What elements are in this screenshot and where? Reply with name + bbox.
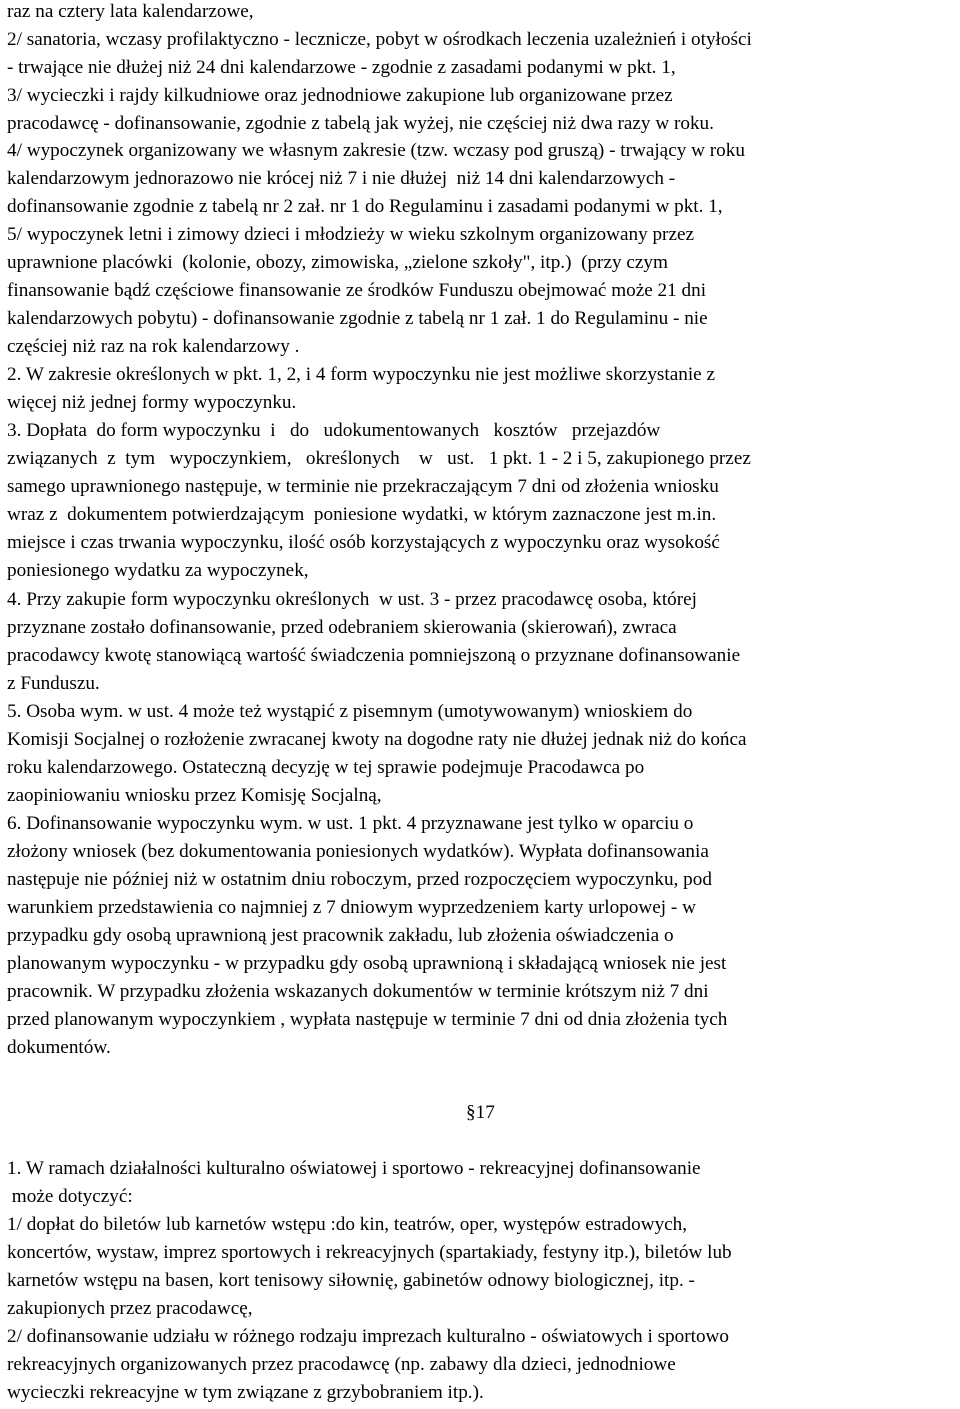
text-line: rekreacyjnych organizowanych przez pracodawcę (np. zabawy dla dzieci, jednodniowe	[7, 1354, 676, 1375]
text-line: miejsce i czas trwania wypoczynku, ilość osób korzystających z wypoczynku oraz wysokość	[7, 532, 720, 553]
text-line: - trwające nie dłużej niż 24 dni kalendarzowe - zgodnie z zasadami podanymi w pkt. 1,	[7, 57, 676, 78]
text-line: złożony wniosek (bez dokumentowania poniesionych wydatków). Wypłata dofinansowania	[7, 841, 709, 862]
text-line: 1/ dopłat do biletów lub karnetów wstępu :do kin, teatrów, oper, występów estradowych,	[7, 1214, 688, 1235]
text-line: finansowanie bądź częściowe finansowanie ze środków Funduszu obejmować może 21 dni	[7, 280, 707, 301]
text-line: 2/ sanatoria, wczasy profilaktyczno - lecznicze, pobyt w ośrodkach leczenia uzależnień i otyłości	[7, 29, 752, 50]
text-line: warunkiem przedstawienia co najmniej z 7 dniowym wyprzedzeniem karty urlopowej - w	[7, 897, 696, 918]
text-line: zaopiniowaniu wniosku przez Komisję Socjalną,	[7, 785, 382, 806]
text-line: wraz z dokumentem potwierdzającym poniesione wydatki, w którym zaznaczone jest m.in.	[7, 504, 717, 525]
text-line: 6. Dofinansowanie wypoczynku wym. w ust. 1 pkt. 4 przyznawane jest tylko w oparciu o	[7, 813, 694, 834]
text-line: 4/ wypoczynek organizowany we własnym zakresie (tzw. wczasy pod gruszą) - trwający w roku	[7, 140, 745, 161]
text-line: pracodawcy kwotę stanowiącą wartość świadczenia pomniejszoną o przyznane dofinansowanie	[7, 645, 741, 666]
text-line: 5. Osoba wym. w ust. 4 może też wystąpić z pisemnym (umotywowanym) wnioskiem do	[7, 701, 693, 722]
text-line: z Funduszu.	[7, 673, 100, 694]
text-line: dofinansowanie zgodnie z tabelą nr 2 zał. nr 1 do Regulaminu i zasadami podanymi w pkt. 1,	[7, 196, 723, 217]
text-line: 3/ wycieczki i rajdy kilkudniowe oraz jednodniowe zakupione lub organizowane przez	[7, 85, 673, 106]
text-line: przypadku gdy osobą uprawnioną jest pracownik zakładu, lub złożenia oświadczenia o	[7, 925, 674, 946]
text-line: pracownik. W przypadku złożenia wskazanych dokumentów w terminie krótszym niż 7 dni	[7, 981, 709, 1002]
text-line: przed planowanym wypoczynkiem , wypłata następuje w terminie 7 dni od dnia złożenia tych	[7, 1009, 728, 1030]
text-line: kalendarzowych pobytu) - dofinansowanie zgodnie z tabelą nr 1 zał. 1 do Regulaminu - nie	[7, 308, 708, 329]
text-line: raz na cztery lata kalendarzowe,	[7, 1, 254, 22]
text-line: karnetów wstępu na basen, kort tenisowy siłownię, gabinetów odnowy biologicznej, itp. -	[7, 1270, 695, 1291]
text-line: przyznane zostało dofinansowanie, przed odebraniem skierowania (skierowań), zwraca	[7, 617, 677, 638]
text-line: więcej niż jednej formy wypoczynku.	[7, 392, 297, 413]
text-line: następuje nie później niż w ostatnim dniu roboczym, przed rozpoczęciem wypoczynku, pod	[7, 869, 712, 890]
text-line: może dotyczyć:	[7, 1186, 133, 1207]
section-heading: §17	[466, 1102, 495, 1123]
text-line: 2/ dofinansowanie udziału w różnego rodzaju imprezach kulturalno - oświatowych i sportowo	[7, 1326, 729, 1347]
text-line: roku kalendarzowego. Ostateczną decyzję w tej sprawie podejmuje Pracodawca po	[7, 757, 645, 778]
text-line: planowanym wypoczynku - w przypadku gdy osobą uprawnioną i składającą wniosek nie jest	[7, 953, 727, 974]
text-line: 4. Przy zakupie form wypoczynku określonych w ust. 3 - przez pracodawcę osoba, której	[7, 589, 697, 610]
text-line: Komisji Socjalnej o rozłożenie zwracanej kwoty na dogodne raty nie dłużej jednak niż do końca	[7, 729, 747, 750]
text-line: pracodawcę - dofinansowanie, zgodnie z tabelą jak wyżej, nie częściej niż dwa razy w roku.	[7, 113, 714, 134]
text-line: dokumentów.	[7, 1037, 111, 1058]
text-line: poniesionego wydatku za wypoczynek,	[7, 560, 309, 581]
text-line: 1. W ramach działalności kulturalno oświatowej i sportowo - rekreacyjnej dofinansowanie	[7, 1158, 701, 1179]
text-line: związanych z tym wypoczynkiem, określonych w ust. 1 pkt. 1 - 2 i 5, zakupionego przez	[7, 448, 751, 469]
text-line: uprawnione placówki (kolonie, obozy, zimowiska, „zielone szkoły", itp.) (przy czym	[7, 252, 668, 273]
text-line: samego uprawnionego następuje, w terminie nie przekraczającym 7 dni od złożenia wniosku	[7, 476, 719, 497]
text-line: wycieczki rekreacyjne w tym związane z grzybobraniem itp.).	[7, 1382, 484, 1403]
text-line: koncertów, wystaw, imprez sportowych i rekreacyjnych (spartakiady, festyny itp.), biletów lub	[7, 1242, 732, 1263]
text-line: zakupionych przez pracodawcę,	[7, 1298, 253, 1319]
text-line: 3. Dopłata do form wypoczynku i do udokumentowanych kosztów przejazdów	[7, 420, 661, 441]
text-line: 5/ wypoczynek letni i zimowy dzieci i młodzieży w wieku szkolnym organizowany przez	[7, 224, 694, 245]
text-line: 2. W zakresie określonych w pkt. 1, 2, i 4 form wypoczynku nie jest możliwe skorzystanie z	[7, 364, 715, 385]
text-line: częściej niż raz na rok kalendarzowy .	[7, 336, 300, 357]
text-line: kalendarzowym jednorazowo nie krócej niż 7 i nie dłużej niż 14 dni kalendarzowych -	[7, 168, 676, 189]
